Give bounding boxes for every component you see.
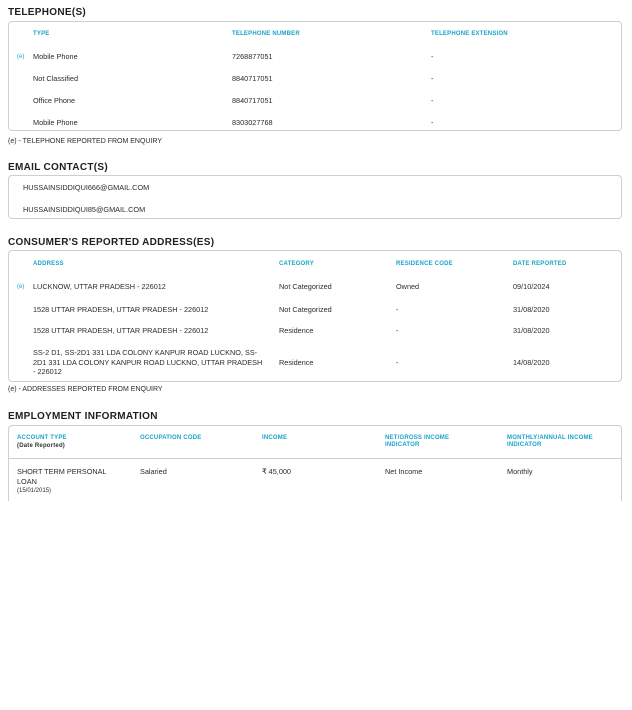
emails-title: EMAIL CONTACT(S) (8, 162, 108, 173)
address-text: LUCKNOW, UTTAR PRADESH - 226012 (33, 282, 166, 291)
phone-type: Mobile Phone (33, 52, 78, 61)
telephones-note: (e) - TELEPHONE REPORTED FROM ENQUIRY (8, 138, 163, 145)
phone-extension: - (431, 52, 434, 61)
phone-extension: - (431, 74, 434, 83)
col-header-account-type (17, 435, 127, 449)
employment-income-indicator: Net Income (385, 467, 423, 476)
enquiry-tag: (e) (17, 54, 25, 60)
phone-type: Mobile Phone (33, 118, 78, 127)
addresses-title: CONSUMER'S REPORTED ADDRESS(ES) (8, 237, 215, 248)
col-header-extension: TELEPHONE EXTENSION (431, 31, 508, 37)
col-header-category: CATEGORY (279, 261, 314, 267)
address-category: Not Categorized (279, 282, 332, 291)
addresses-table (8, 250, 622, 382)
date-reported-value: (15/01/2015) (17, 488, 52, 494)
account-type-value: SHORT TERM PERSONAL LOAN (17, 467, 107, 486)
col-header-residence-code: RESIDENCE CODE (396, 261, 453, 267)
phone-extension: - (431, 118, 434, 127)
employment-income-frequency: Monthly (507, 467, 533, 476)
address-date: 31/08/2020 (513, 305, 550, 314)
enquiry-tag: (e) (17, 284, 25, 290)
email-item: HUSSAINSIDDIQUI85@GMAIL.COM (23, 205, 146, 214)
address-category: Not Categorized (279, 305, 332, 314)
emails-list (8, 175, 622, 219)
address-text: 1528 UTTAR PRADESH, UTTAR PRADESH - 226012 (33, 326, 209, 335)
employment-account-type (17, 467, 127, 497)
address-text: 1528 UTTAR PRADESH, UTTAR PRADESH - 226012 (33, 305, 209, 314)
employment-income: ₹ 45,000 (262, 467, 291, 476)
address-residence-code: - (396, 358, 399, 367)
telephones-table (8, 21, 622, 131)
address-date: 31/08/2020 (513, 326, 550, 335)
col-header-type: TYPE (33, 31, 50, 37)
address-residence-code: - (396, 305, 399, 314)
addresses-note: (e) - ADDRESSES REPORTED FROM ENQUIRY (8, 386, 163, 393)
address-residence-code: - (396, 326, 399, 335)
header-divider (9, 458, 621, 459)
employment-occupation: Salaried (140, 467, 167, 476)
address-category: Residence (279, 358, 314, 367)
date-reported-label: (Date Reported) (17, 443, 66, 449)
col-header-number: TELEPHONE NUMBER (232, 31, 300, 37)
col-header-occupation: OCCUPATION CODE (140, 435, 202, 441)
email-item: HUSSAINSIDDIQUI666@GMAIL.COM (23, 183, 150, 192)
phone-type: Office Phone (33, 96, 76, 105)
col-header-address: ADDRESS (33, 261, 64, 267)
address-text: SS-2 D1, SS-2D1 331 LDA COLONY KANPUR ROAD LUCKNO, SS-2D1 331 LDA COLONY KANPUR ROAD LUCKNO, UTTAR PRADESH - 226012 (33, 348, 263, 376)
telephones-title: TELEPHONE(S) (8, 7, 87, 18)
phone-number: 8840717051 (232, 74, 273, 83)
address-residence-code: Owned (396, 282, 420, 291)
address-category: Residence (279, 326, 314, 335)
phone-number: 8840717051 (232, 96, 273, 105)
col-header-income: INCOME (262, 435, 288, 441)
phone-number: 8303027768 (232, 118, 273, 127)
account-type-label: ACCOUNT TYPE (17, 435, 67, 441)
phone-type: Not Classified (33, 74, 79, 83)
col-header-income-frequency: MONTHLY/ANNUAL INCOME INDICATOR (507, 435, 593, 448)
phone-number: 7268877051 (232, 52, 273, 61)
employment-title: EMPLOYMENT INFORMATION (8, 411, 158, 422)
phone-extension: - (431, 96, 434, 105)
address-date: 09/10/2024 (513, 282, 550, 291)
col-header-date-reported: DATE REPORTED (513, 261, 567, 267)
employment-table (8, 425, 622, 501)
col-header-income-indicator: NET/GROSS INCOME INDICATOR (385, 435, 450, 448)
address-date: 14/08/2020 (513, 358, 550, 367)
